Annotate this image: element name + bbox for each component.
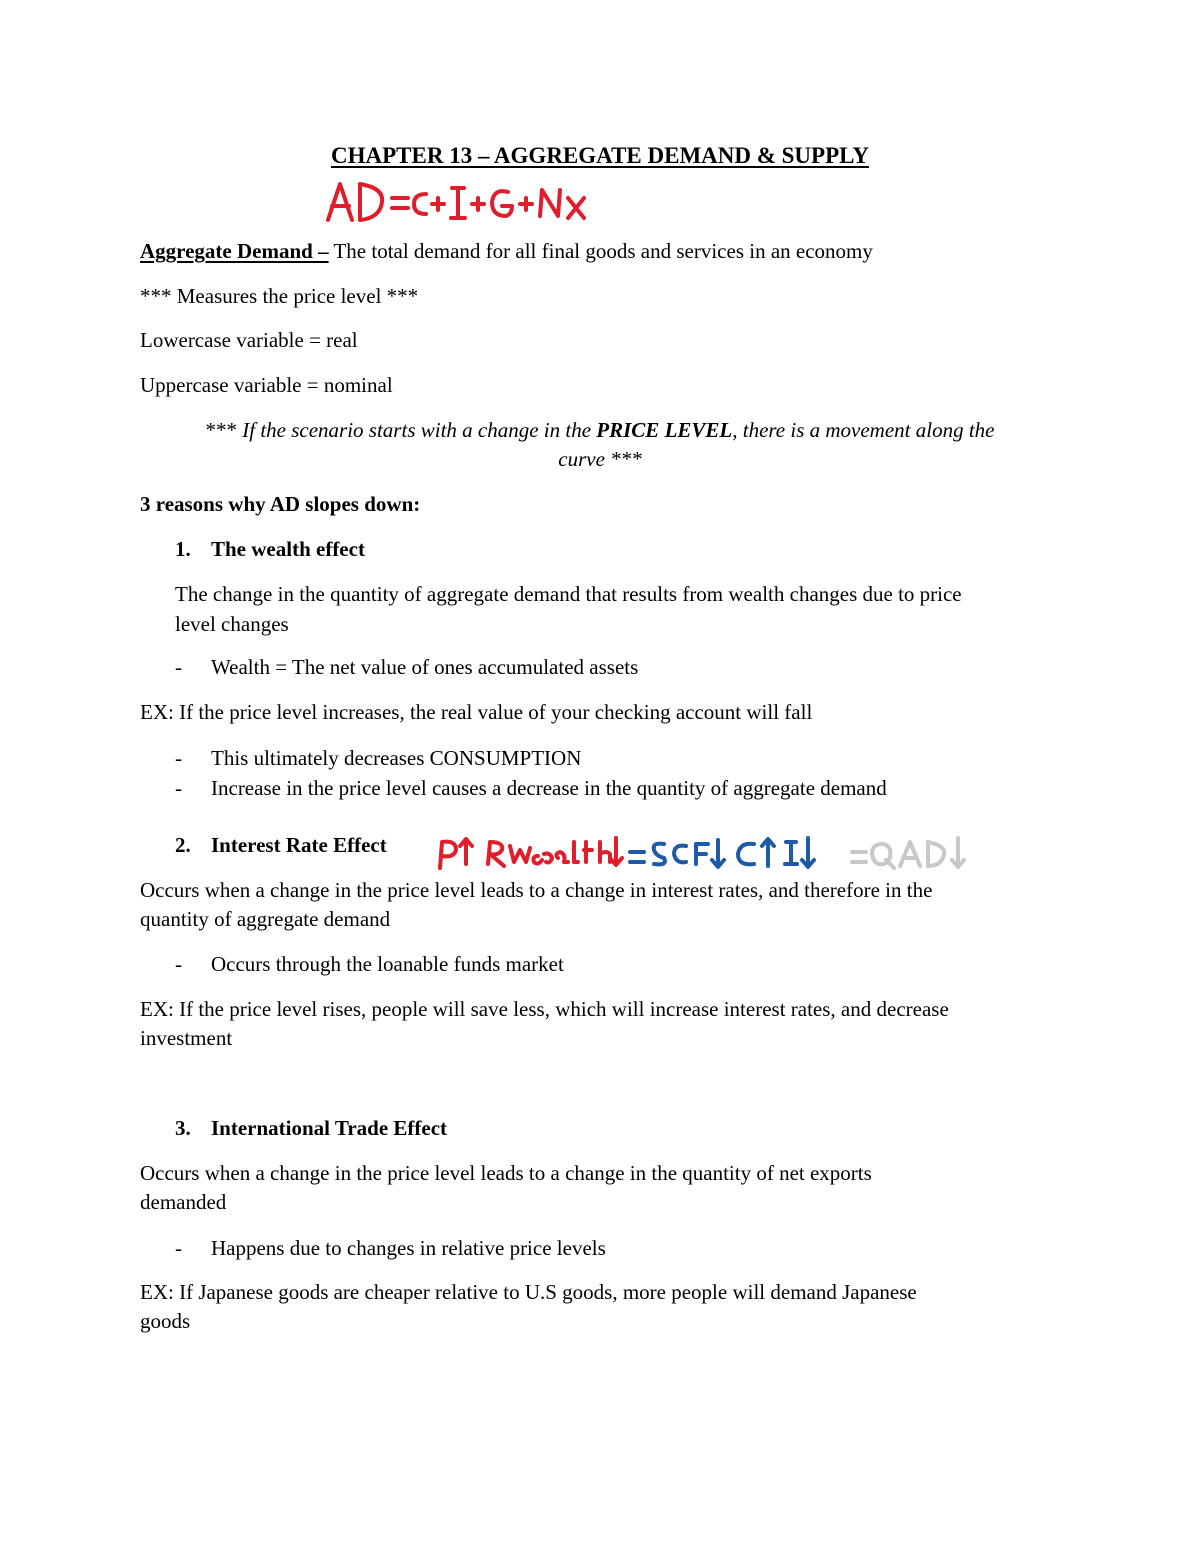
- reason3-example-line1: EX: If Japanese goods are cheaper relative to U.S goods, more people will demand Japanese: [140, 1280, 917, 1304]
- handwritten-interest-chain: [434, 834, 1020, 880]
- reason1-title: The wealth effect: [211, 537, 365, 561]
- reason2-example-line1: EX: If the price level rises, people will save less, which will increase interest rates, and decrease: [140, 997, 949, 1021]
- reason2-desc-line2: quantity of aggregate demand: [140, 907, 391, 931]
- bullet-dash: -: [175, 1236, 182, 1260]
- reasons-heading: 3 reasons why AD slopes down:: [140, 492, 421, 516]
- page-title: CHAPTER 13 – AGGREGATE DEMAND & SUPPLY: [331, 143, 869, 168]
- reason1-num: 1.: [175, 537, 191, 561]
- scenario-note: [140, 416, 1060, 474]
- scenario-emphasis: PRICE LEVEL: [596, 418, 733, 442]
- reason2-title: Interest Rate Effect: [211, 833, 387, 857]
- reason1-desc-line2: level changes: [175, 612, 289, 636]
- reason3-bullet-text: Happens due to changes in relative price levels: [211, 1236, 606, 1260]
- reason1-example: EX: If the price level increases, the real value of your checking account will fall: [140, 700, 813, 724]
- reason3-example-line2: goods: [140, 1309, 191, 1333]
- uppercase-note: Uppercase variable = nominal: [140, 373, 393, 397]
- reason2-desc-line1: Occurs when a change in the price level leads to a change in interest rates, and therefore in the: [140, 878, 933, 902]
- bullet-dash: -: [175, 952, 182, 976]
- reason1-bullet: [175, 653, 638, 682]
- bullet-dash: -: [175, 746, 182, 770]
- definition-line: [140, 237, 873, 266]
- bullet-dash: -: [175, 655, 182, 679]
- reason3-desc-line2: demanded: [140, 1190, 227, 1214]
- lowercase-note: Lowercase variable = real: [140, 328, 358, 352]
- scenario-prefix: ***: [205, 418, 243, 442]
- reason1-bullet2: [175, 744, 581, 773]
- handwritten-formula: [322, 178, 602, 228]
- reason2-example-line2: investment: [140, 1026, 233, 1050]
- reason1-bullet3-text: Increase in the price level causes a decrease in the quantity of aggregate demand: [211, 776, 887, 800]
- scenario-part2: , there is a movement along the: [732, 418, 995, 442]
- reason1-bullet3: [175, 774, 887, 803]
- reason1-desc-line1: The change in the quantity of aggregate demand that results from wealth changes due to price: [175, 582, 962, 606]
- measures-note: *** Measures the price level ***: [140, 284, 419, 308]
- reason1-bullet2-text: This ultimately decreases CONSUMPTION: [211, 746, 582, 770]
- reason3-num: 3.: [175, 1116, 191, 1140]
- reason3-desc-line1: Occurs when a change in the price level leads to a change in the quantity of net exports: [140, 1161, 872, 1185]
- reason2-bullet: [175, 950, 564, 979]
- scenario-part1: If the scenario starts with a change in the: [242, 418, 597, 442]
- scenario-line2: curve ***: [558, 447, 642, 471]
- reason3-bullet: [175, 1234, 606, 1263]
- definition-text: The total demand for all final goods and services in an economy: [328, 239, 873, 263]
- definition-term: Aggregate Demand –: [140, 239, 329, 263]
- bullet-dash: -: [175, 776, 182, 800]
- reason3-title: International Trade Effect: [211, 1116, 448, 1140]
- reason2-bullet-text: Occurs through the loanable funds market: [211, 952, 564, 976]
- reason1-bullet-text: Wealth = The net value of ones accumulated assets: [211, 655, 639, 679]
- reason2-num: 2.: [175, 833, 191, 857]
